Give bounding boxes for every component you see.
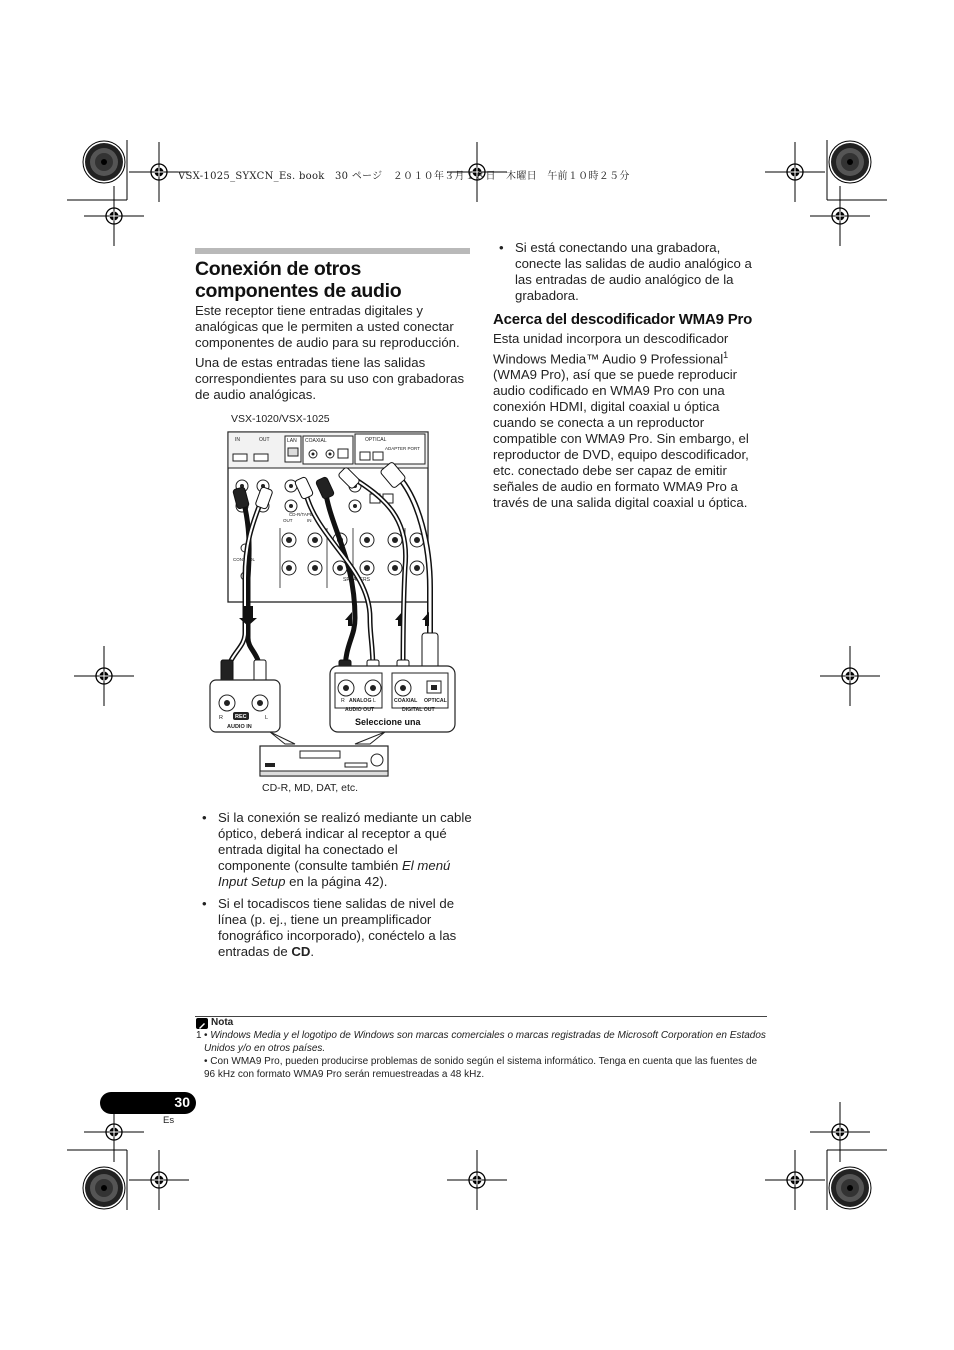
src-l-text: L xyxy=(373,698,376,704)
model-label: VSX-1020/VSX-1025 xyxy=(231,413,330,425)
note-item-2: • Con WMA9 Pro, pueden producirse problemas de sonido según el sistema informático. Tenga en cuenta que las fuentes de 96 kHz con formato WMA9 Pro serán remuestreadas a 48 kHz. xyxy=(204,1056,758,1080)
left-bullet-list xyxy=(196,810,472,966)
note-title: Nota xyxy=(211,1017,234,1028)
note-icon xyxy=(196,1018,208,1029)
section-title: Conexión de otros componentes de audio xyxy=(195,258,402,302)
wma9-body: Esta unidad incorpora un descodificador Windows Media™ Audio 9 Professional$^1$ (WMA9 Pro), así que se puede reproducir audio codificado en WMA9 Pro con una conexión HDMI, digital coaxial u óptica cuando se conecta a un reproductor compatible con WMA9 Pro. Sin embargo, el reproductor de DVD, equipo descodificador, etc. conectado debe ser capaz de emitir señales de audio en formato WMA9 Pro a través de una salida digital coaxial u óptica. xyxy=(493,331,749,511)
rec-l-text: L xyxy=(265,715,269,721)
svg-text:OUT: OUT xyxy=(259,437,270,443)
bullet-optical: • Si la conexión se realizó mediante un cable óptico, deberá indicar al receptor a qué entrada digital ha conectado el componente (consulte también El menú Input Setup en la página 42). xyxy=(196,810,472,890)
audio-out-text: AUDIO OUT xyxy=(345,707,375,713)
recorder-input-panel xyxy=(210,680,280,732)
select-one-text: Seleccione una xyxy=(355,717,421,727)
right-bullet-list xyxy=(493,240,763,310)
src-coaxial-text: COAXIAL xyxy=(394,698,418,704)
coaxial-text: COAXIAL xyxy=(305,438,327,444)
rec-badge-text: REC xyxy=(235,714,247,720)
footnote-number: 1 xyxy=(196,1030,202,1041)
wma9-title: Acerca del descodificador WMA9 Pro xyxy=(493,311,753,328)
optical-text: OPTICAL xyxy=(365,437,387,443)
control-text: CONTROL xyxy=(233,557,256,562)
src-optical-text: OPTICAL xyxy=(424,698,447,704)
rec-r-text: R xyxy=(219,715,223,721)
bullet-recorder: • Si está conectando una grabadora, conecte las salidas de audio analógico a las entradas de audio analógico de la grabadora. xyxy=(493,240,763,304)
svg-text:IN: IN xyxy=(235,437,240,443)
speakers-text: SPEAKERS xyxy=(343,577,370,583)
digital-out-text: DIGITAL OUT xyxy=(402,707,435,713)
intro-paragraph-2: Una de estas entradas tiene las salidas correspondientes para su uso con grabadoras de audio analógicas. xyxy=(195,355,465,402)
adapter-port-text: ADAPTER PORT xyxy=(385,446,420,451)
out-text: OUT xyxy=(283,518,293,523)
bullet-turntable: • Si el tocadiscos tiene salidas de nivel de línea (p. ej., tiene un preamplificador fonográfico incorporado), conéctelo a las entradas de CD. xyxy=(196,896,472,960)
connection-diagram xyxy=(205,428,470,783)
recorder-device xyxy=(260,732,388,776)
audio-in-text: AUDIO IN xyxy=(227,724,252,730)
section-bar xyxy=(195,248,470,254)
cd-r-tape-text: CD-R/TAPE xyxy=(289,512,313,517)
page-number: 30 xyxy=(174,1094,190,1110)
note-rule xyxy=(195,1016,767,1017)
note-item-1: • Windows Media y el logotipo de Windows son marcas comerciales o marcas registradas de Microsoft Corporation en Estados Unidos y/o en otros países. xyxy=(204,1030,766,1054)
src-r-text: R xyxy=(341,698,345,704)
page-language: Es xyxy=(163,1115,175,1126)
print-header: VSX-1025_SYXCN_Es. book 30 ページ ２０１０年３月１８日 木曜日 午前１０時２５分 xyxy=(178,171,630,182)
source-output-panel xyxy=(330,666,455,732)
device-label: CD-R, MD, DAT, etc. xyxy=(262,782,359,794)
analog-text: ANALOG xyxy=(349,698,372,704)
intro-paragraph-1: Este receptor tiene entradas digitales y analógicas que le permiten a usted conectar componentes de audio para su reproducción. xyxy=(195,303,460,350)
lan-text: LAN xyxy=(287,438,297,444)
in-text: IN xyxy=(307,518,312,523)
